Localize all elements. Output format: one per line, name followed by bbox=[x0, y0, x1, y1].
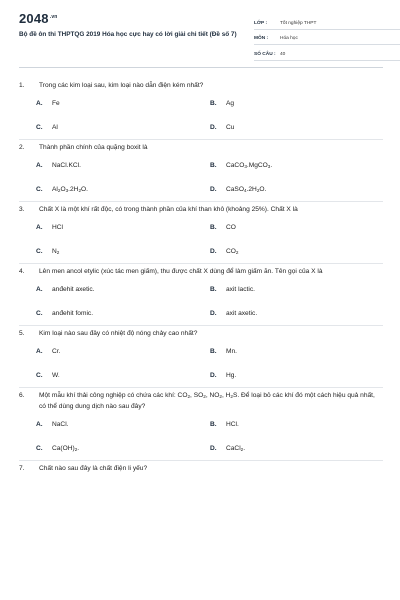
option-text: $Al_2O_3.2H_2O$. bbox=[52, 185, 88, 193]
site-logo[interactable] bbox=[19, 11, 58, 26]
answer-option-b[interactable] bbox=[210, 215, 383, 239]
meta-value-subject: Hóa học bbox=[280, 36, 298, 41]
question-stem bbox=[19, 81, 383, 91]
question-stem bbox=[19, 391, 383, 412]
option-letter: C. bbox=[36, 371, 43, 379]
answer-option-c[interactable] bbox=[36, 301, 210, 325]
document-title: Bộ đề ôn thi THPTQG 2019 Hóa học cực hay có lời giải chi tiết (Đề số 7) bbox=[19, 31, 237, 38]
option-letter: D. bbox=[210, 123, 217, 131]
question-number: 1. bbox=[19, 82, 25, 89]
option-letter: A. bbox=[36, 223, 43, 231]
option-letter: C. bbox=[36, 247, 43, 255]
question-2 bbox=[19, 140, 383, 202]
answer-option-c[interactable] bbox=[36, 436, 210, 460]
answer-options bbox=[19, 339, 383, 387]
question-stem bbox=[19, 143, 383, 153]
answer-option-a[interactable] bbox=[36, 153, 210, 177]
question-6 bbox=[19, 388, 383, 461]
meta-label-subject: MÔN : bbox=[254, 36, 269, 41]
answer-option-d[interactable] bbox=[210, 177, 383, 201]
exam-meta bbox=[254, 14, 400, 61]
option-text: CaCl$_2$. bbox=[226, 444, 246, 452]
option-text: anđehit fomic. bbox=[52, 309, 94, 317]
option-text: HCl. bbox=[226, 420, 239, 428]
option-letter: C. bbox=[36, 309, 43, 317]
answer-option-c[interactable] bbox=[36, 363, 210, 387]
answer-option-d[interactable] bbox=[210, 363, 383, 387]
meta-value-count: 40 bbox=[280, 51, 286, 57]
option-text: NaCl. bbox=[52, 420, 69, 428]
option-letter: B. bbox=[210, 161, 217, 169]
meta-value-class: Tốt nghiệp THPT bbox=[280, 20, 317, 26]
question-number: 6. bbox=[19, 392, 25, 399]
answer-option-c[interactable] bbox=[36, 239, 210, 263]
question-number: 5. bbox=[19, 330, 25, 337]
answer-option-d[interactable] bbox=[210, 239, 383, 263]
meta-row-subject bbox=[254, 30, 400, 46]
question-text: Thành phần chính của quặng boxit là bbox=[39, 144, 148, 151]
meta-row-class bbox=[254, 14, 400, 30]
answer-option-c[interactable] bbox=[36, 115, 210, 139]
option-text: HCl bbox=[52, 223, 63, 231]
option-letter: B. bbox=[210, 347, 217, 355]
question-5 bbox=[19, 326, 383, 388]
question-list bbox=[19, 78, 383, 474]
question-4 bbox=[19, 264, 383, 326]
answer-option-a[interactable] bbox=[36, 91, 210, 115]
option-text: $CO_2$ bbox=[226, 247, 239, 255]
option-letter: B. bbox=[210, 99, 217, 107]
answer-option-d[interactable] bbox=[210, 436, 383, 460]
option-letter: D. bbox=[210, 309, 217, 317]
question-text: Một mẫu khí thải công nghiệp có chứa các khí: $CO_2$, $SO_2$, $NO_2$, $H_2S$. Để loại bỏ các khí đó một cách hiệu quả nhất, có thể dùng dung dịch nào sau đây? bbox=[39, 392, 375, 410]
option-text: W. bbox=[52, 371, 60, 379]
question-1 bbox=[19, 78, 383, 140]
option-letter: B. bbox=[210, 285, 217, 293]
option-letter: B. bbox=[210, 420, 217, 428]
answer-option-b[interactable] bbox=[210, 91, 383, 115]
question-text: Chất X là một khí rất độc, có trong thành phần của khí than khô (khoảng 25%). Chất X là bbox=[39, 206, 298, 213]
option-text: Hg. bbox=[226, 371, 237, 379]
option-letter: D. bbox=[210, 185, 217, 193]
option-text: axit axetic. bbox=[226, 309, 258, 317]
question-7 bbox=[19, 461, 383, 474]
question-3 bbox=[19, 202, 383, 264]
option-letter: C. bbox=[36, 123, 43, 131]
question-text: Chất nào sau đây là chất điện li yếu? bbox=[39, 465, 148, 472]
answer-options bbox=[19, 412, 383, 460]
option-letter: A. bbox=[36, 285, 43, 293]
meta-row-count bbox=[254, 45, 400, 61]
option-letter: D. bbox=[210, 247, 217, 255]
brand-name: 2048 bbox=[19, 11, 49, 26]
option-letter: A. bbox=[36, 99, 43, 107]
question-stem bbox=[19, 329, 383, 339]
question-stem bbox=[19, 205, 383, 215]
question-stem bbox=[19, 464, 383, 474]
answer-options bbox=[19, 153, 383, 201]
option-letter: C. bbox=[36, 444, 43, 452]
option-text: Cr. bbox=[52, 347, 61, 355]
option-text: Fe bbox=[52, 99, 60, 107]
option-letter: A. bbox=[36, 161, 43, 169]
answer-option-a[interactable] bbox=[36, 277, 210, 301]
answer-option-c[interactable] bbox=[36, 177, 210, 201]
question-text: Kim loại nào sau đây có nhiệt độ nóng chảy cao nhất? bbox=[39, 330, 198, 337]
option-letter: D. bbox=[210, 371, 217, 379]
answer-option-d[interactable] bbox=[210, 115, 383, 139]
question-number: 7. bbox=[19, 465, 25, 472]
answer-option-a[interactable] bbox=[36, 412, 210, 436]
header-divider bbox=[19, 67, 383, 68]
question-stem bbox=[19, 267, 383, 277]
page-header bbox=[19, 0, 383, 60]
option-text: Mn. bbox=[226, 347, 237, 355]
option-text: Al bbox=[52, 123, 58, 131]
option-text: $Ca(OH)_2$. bbox=[52, 444, 80, 452]
option-letter: A. bbox=[36, 347, 43, 355]
option-text: anđehit axetic. bbox=[52, 285, 95, 293]
question-text: Trong các kim loại sau, kim loại nào dẫn điện kém nhất? bbox=[39, 82, 204, 89]
option-text: Cu bbox=[226, 123, 235, 131]
meta-label-class: LỚP : bbox=[254, 20, 268, 26]
option-text: axit lactic. bbox=[226, 285, 255, 293]
option-text: $CaSO_4.2H_2O$. bbox=[226, 185, 267, 193]
question-number: 2. bbox=[19, 144, 25, 151]
option-text: $N_2$ bbox=[52, 247, 60, 255]
question-number: 3. bbox=[19, 206, 25, 213]
question-text: Lên men ancol etylic (xúc tác men giấm), thu được chất X dùng để làm giấm ăn. Tên gọi của X là bbox=[39, 268, 323, 275]
brand-tld: .vn bbox=[49, 13, 58, 20]
answer-option-b[interactable] bbox=[210, 153, 383, 177]
answer-option-a[interactable] bbox=[36, 339, 210, 363]
option-letter: A. bbox=[36, 420, 43, 428]
option-letter: B. bbox=[210, 223, 217, 231]
option-text: CO bbox=[226, 223, 236, 231]
option-letter: D. bbox=[210, 444, 217, 452]
answer-options bbox=[19, 91, 383, 139]
answer-option-a[interactable] bbox=[36, 215, 210, 239]
answer-option-d[interactable] bbox=[210, 301, 383, 325]
answer-option-b[interactable] bbox=[210, 339, 383, 363]
option-text: Ag bbox=[226, 99, 235, 107]
question-number: 4. bbox=[19, 268, 25, 275]
option-letter: C. bbox=[36, 185, 43, 193]
answer-options bbox=[19, 215, 383, 263]
answer-option-b[interactable] bbox=[210, 412, 383, 436]
option-text: CaCO$_3$.MgCO$_3$. bbox=[226, 161, 273, 169]
answer-options bbox=[19, 277, 383, 325]
meta-label-count: SỐ CÂU : bbox=[254, 51, 276, 57]
answer-option-b[interactable] bbox=[210, 277, 383, 301]
option-text: NaCl.KCl. bbox=[52, 161, 81, 169]
